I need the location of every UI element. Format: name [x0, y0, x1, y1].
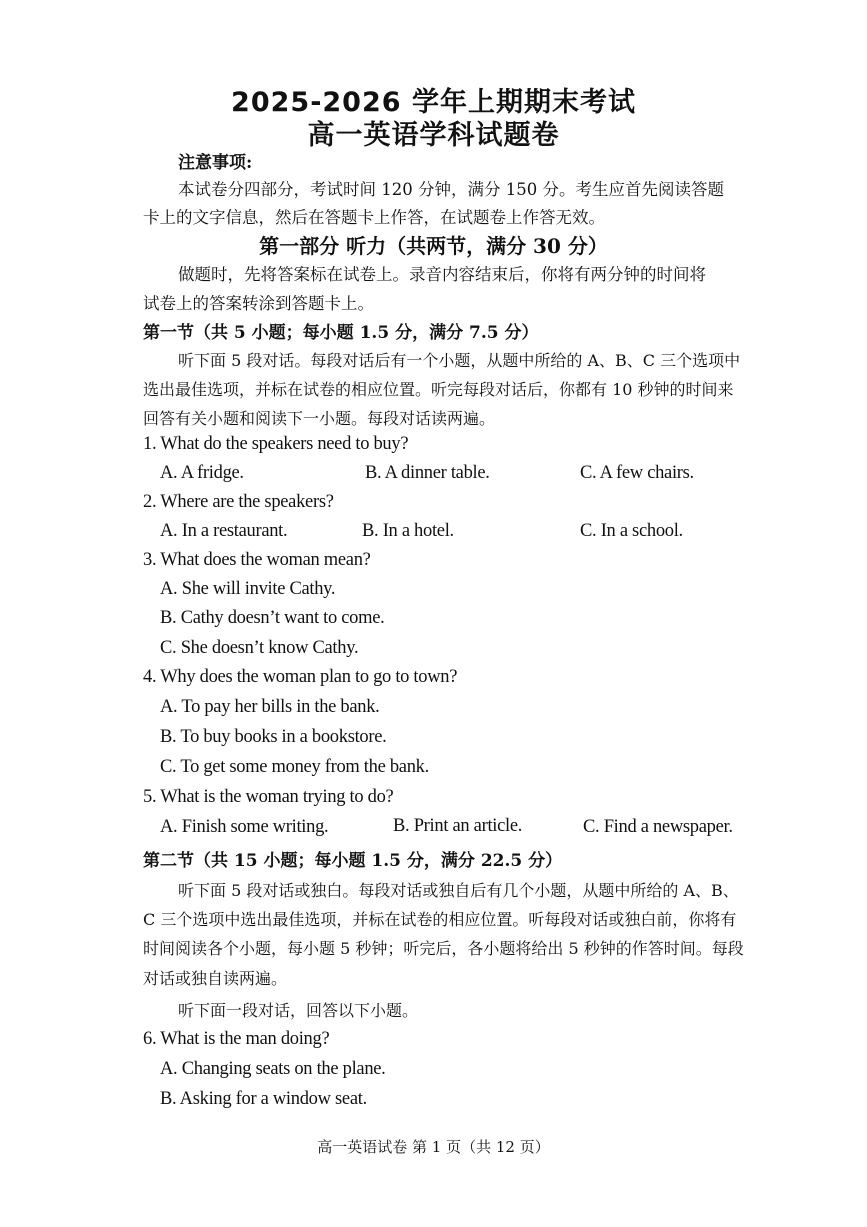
notice-label: 注意事项:: [178, 153, 253, 173]
q1-option-c: C. A few chairs.: [580, 463, 694, 483]
q4-stem: 4. Why does the woman plan to go to town?: [143, 667, 458, 687]
q5-option-c: C. Find a newspaper.: [583, 817, 733, 837]
notice-line1: 本试卷分四部分，考试时间 120 分钟，满分 150 分。考生应首先阅读答题: [178, 180, 724, 199]
part1-intro-line1: 做题时，先将答案标在试卷上。录音内容结束后，你将有两分钟的时间将: [178, 265, 706, 284]
q1-option-a: A. A fridge.: [160, 463, 244, 483]
exam-title-line1: 2025-2026 学年上期期末考试: [231, 87, 636, 118]
section2-instr-line4: 对话或独自读两遍。: [143, 969, 288, 988]
notice-line2: 卡上的文字信息，然后在答题卡上作答，在试题卷上作答无效。: [143, 208, 605, 227]
section2-heading: 第二节（共 15 小题；每小题 1.5 分，满分 22.5 分）: [143, 851, 563, 871]
q6-option-b: B. Asking for a window seat.: [160, 1089, 367, 1109]
section2-instr-line3: 时间阅读各个小题，每小题 5 秒钟；听完后，各小题将给出 5 秒钟的作答时间。每段: [143, 939, 744, 958]
section2-instr-line2: C 三个选项中选出最佳选项，并标在试卷的相应位置。听每段对话或独白前，你将有: [143, 910, 737, 929]
q1-stem: 1. What do the speakers need to buy?: [143, 434, 409, 454]
section2-lead: 听下面一段对话，回答以下小题。: [178, 1001, 419, 1020]
section1-heading: 第一节（共 5 小题；每小题 1.5 分，满分 7.5 分）: [143, 323, 539, 343]
section1-instr-line1: 听下面 5 段对话。每段对话后有一个小题，从题中所给的 A、B、C 三个选项中: [178, 351, 741, 370]
q2-option-b: B. In a hotel.: [362, 521, 454, 541]
section1-instr-line2: 选出最佳选项，并标在试卷的相应位置。听完每段对话后，你都有 10 秒钟的时间来: [143, 380, 734, 399]
q5-stem: 5. What is the woman trying to do?: [143, 787, 394, 807]
q3-option-b: B. Cathy doesn’t want to come.: [160, 608, 385, 628]
q5-option-a: A. Finish some writing.: [160, 817, 329, 837]
part1-intro-line2: 试卷上的答案转涂到答题卡上。: [143, 294, 374, 313]
q3-option-a: A. She will invite Cathy.: [160, 579, 336, 599]
q6-stem: 6. What is the man doing?: [143, 1029, 330, 1049]
page-footer: 高一英语试卷 第 1 页（共 12 页）: [317, 1138, 550, 1156]
q2-option-c: C. In a school.: [580, 521, 683, 541]
q4-option-a: A. To pay her bills in the bank.: [160, 697, 380, 717]
exam-title-line2: 高一英语学科试题卷: [307, 120, 560, 151]
q4-option-b: B. To buy books in a bookstore.: [160, 727, 387, 747]
section1-instr-line3: 回答有关小题和阅读下一小题。每段对话读两遍。: [143, 409, 496, 428]
q5-option-b: B. Print an article.: [393, 816, 523, 836]
q6-option-a: A. Changing seats on the plane.: [160, 1059, 386, 1079]
part1-heading: 第一部分 听力（共两节，满分 30 分）: [259, 234, 608, 258]
q3-option-c: C. She doesn’t know Cathy.: [160, 638, 359, 658]
q2-stem: 2. Where are the speakers?: [143, 492, 334, 512]
q2-option-a: A. In a restaurant.: [160, 521, 288, 541]
section2-instr-line1: 听下面 5 段对话或独白。每段对话或独自后有几个小题，从题中所给的 A、B、: [178, 881, 739, 900]
q4-option-c: C. To get some money from the bank.: [160, 757, 429, 777]
q1-option-b: B. A dinner table.: [365, 463, 490, 483]
q3-stem: 3. What does the woman mean?: [143, 550, 371, 570]
